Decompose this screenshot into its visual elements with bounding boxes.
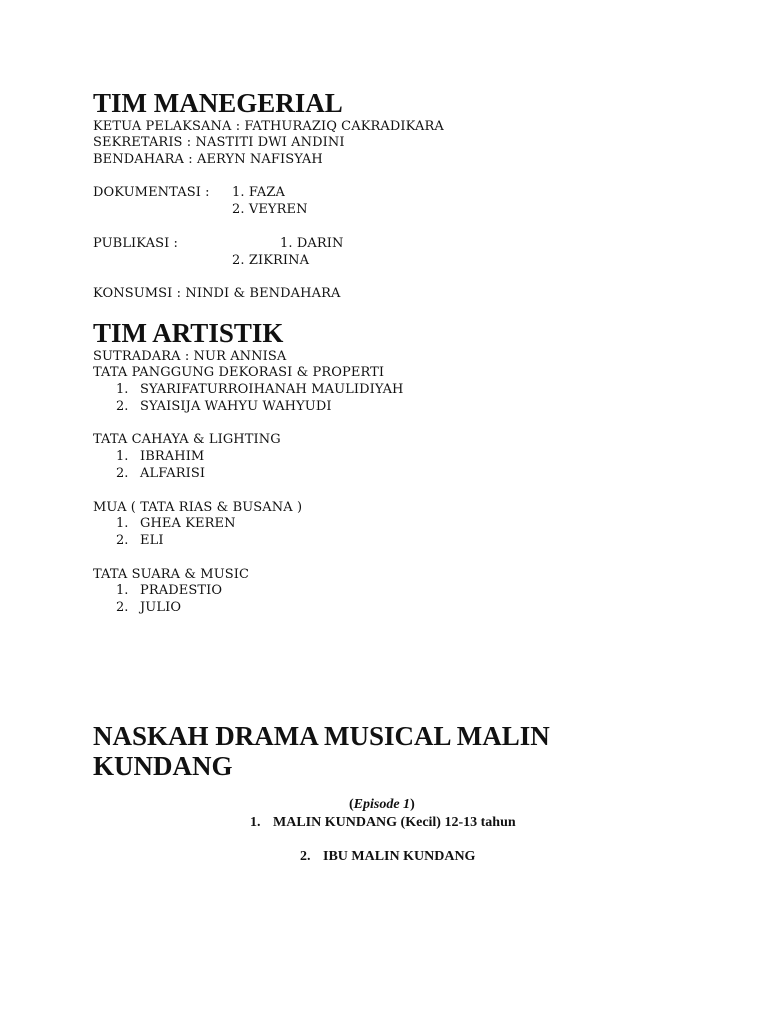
bendahara: BENDAHARA : AERYN NAFISYAH [93,152,323,167]
list-number: 2. [116,600,129,615]
panggung-label: TATA PANGGUNG DEKORASI & PROPERTI [93,365,385,380]
sekretaris: SEKRETARIS : NASTITI DWI ANDINI [93,135,345,150]
publikasi-label: PUBLIKASI : [93,236,179,251]
heading-tim-manajerial: TIM MANEGERIAL [93,88,343,118]
episode-text: Episode 1 [353,797,411,812]
dokumentasi-label: DOKUMENTASI : [93,185,210,200]
episode-label: (Episode 1) [349,797,415,812]
suara-label: TATA SUARA & MUSIC [93,567,250,582]
konsumsi: KONSUMSI : NINDI & BENDAHARA [93,286,341,301]
publikasi-item: 2. ZIKRINA [232,253,310,268]
list-number: 2. [116,533,129,548]
list-number: 1. [116,516,129,531]
cast-item: IBU MALIN KUNDANG [323,849,476,864]
cast-number: 2. [300,849,311,864]
list-item: JULIO [140,600,182,615]
list-number: 1. [116,583,129,598]
heading-tim-artistik: TIM ARTISTIK [93,318,284,348]
dokumentasi-item: 2. VEYREN [232,202,308,217]
list-item: IBRAHIM [140,449,205,464]
cast-number: 1. [250,815,261,830]
mua-label: MUA ( TATA RIAS & BUSANA ) [93,500,303,515]
list-item: ELI [140,533,164,548]
list-item: SYARIFATURROIHANAH MAULIDIYAH [140,382,404,397]
cahaya-label: TATA CAHAYA & LIGHTING [93,432,281,447]
naskah-title-line1: NASKAH DRAMA MUSICAL MALIN [93,721,550,751]
naskah-title-line2: KUNDANG [93,751,233,781]
ketua-pelaksana: KETUA PELAKSANA : FATHURAZIQ CAKRADIKARA [93,119,444,134]
list-number: 1. [116,382,129,397]
list-item: PRADESTIO [140,583,223,598]
list-number: 2. [116,466,129,481]
sutradara: SUTRADARA : NUR ANNISA [93,349,287,364]
list-item: SYAISIJA WAHYU WAHYUDI [140,399,332,414]
list-item: GHEA KEREN [140,516,236,531]
dokumentasi-item: 1. FAZA [232,185,285,200]
cast-item: MALIN KUNDANG (Kecil) 12-13 tahun [273,815,516,830]
publikasi-item: 1. DARIN [280,236,344,251]
list-number: 2. [116,399,129,414]
list-number: 1. [116,449,129,464]
list-item: ALFARISI [140,466,206,481]
